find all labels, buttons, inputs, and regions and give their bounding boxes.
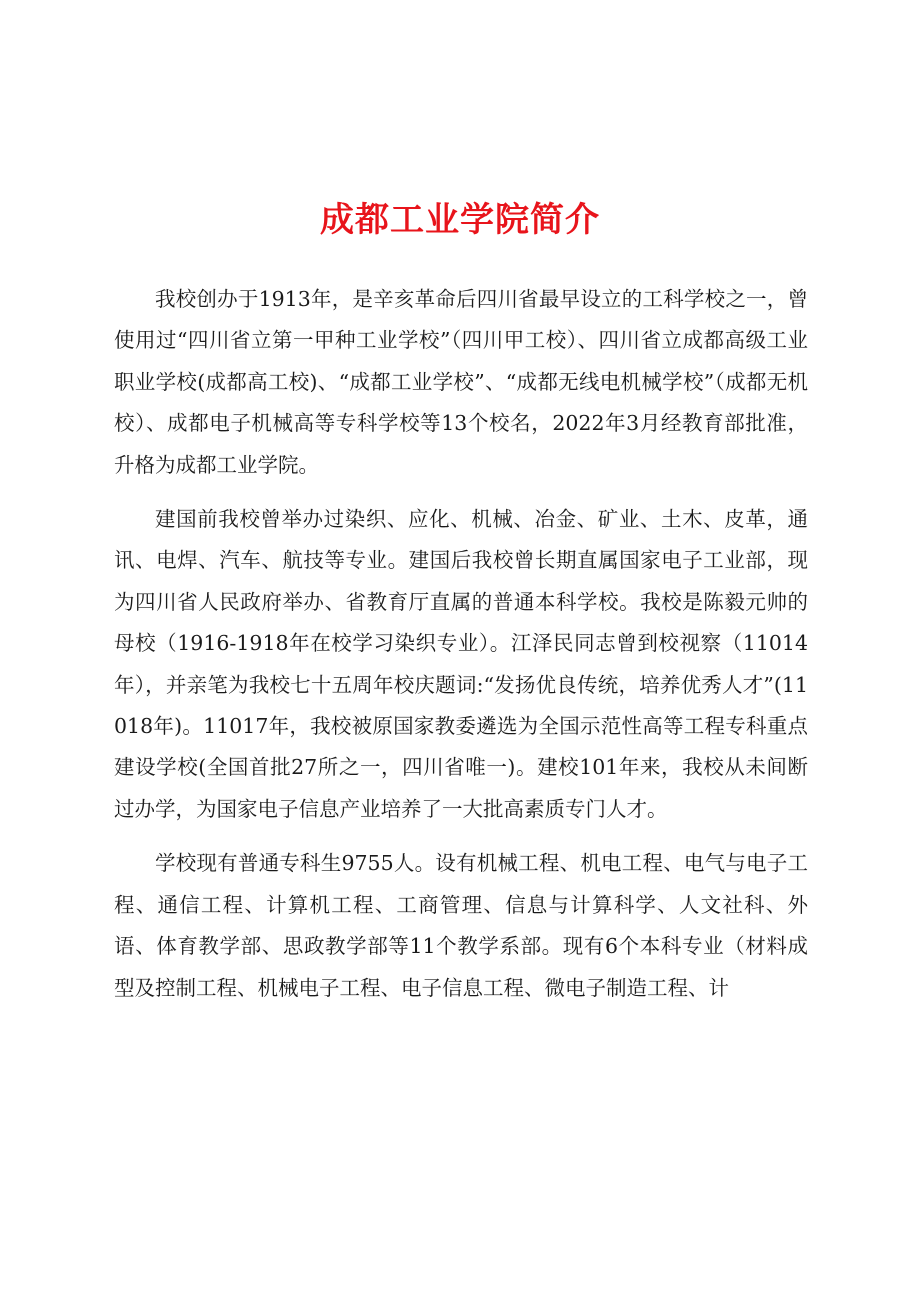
document-title: 成都工业学院简介 — [320, 200, 600, 240]
paragraph-history: 我校创办于1913年，是辛亥革命后四川省最早设立的工科学校之一，曾使用过“四川省立第一甲种工业学校”（四川甲工校）、四川省立成都高级工业职业学校(成都高工校)、“成都工业学校”、“成都无线电机械学校”（成都无机校）、成都电子机械高等专科学校等13个校名，2022年3月经教育部批准，升格为成都工业学院。 — [114, 287, 808, 477]
paragraph-development: 建国前我校曾举办过染织、应化、机械、冶金、矿业、土木、皮革，通讯、电焊、汽车、航技等专业。建国后我校曾长期直属国家电子工业部，现为四川省人民政府举办、省教育厅直属的普通本科学校。我校是陈毅元帅的母校（1916-1918年在校学习染织专业）。江泽民同志曾到校视察（11014年），并亲笔为我校七十五周年校庆题词:“发扬优良传统，培养优秀人才”(11018年)。11017年，我校被原国家教委遴选为全国示范性高等工程专科重点建设学校(全国首批27所之一，四川省唯一)。建校101年来，我校从未间断过办学，为国家电子信息产业培养了一大批高素质专门人才。 — [114, 507, 808, 821]
paragraph-current-status: 学校现有普通专科生9755人。设有机械工程、机电工程、电气与电子工程、通信工程、计算机工程、工商管理、信息与计算科学、人文社科、外语、体育教学部、思政教学部等11个教学系部。现有6个本科专业（材料成型及控制工程、机械电子工程、电子信息工程、微电子制造工程、计 — [114, 851, 808, 1000]
document-body — [114, 279, 808, 1022]
